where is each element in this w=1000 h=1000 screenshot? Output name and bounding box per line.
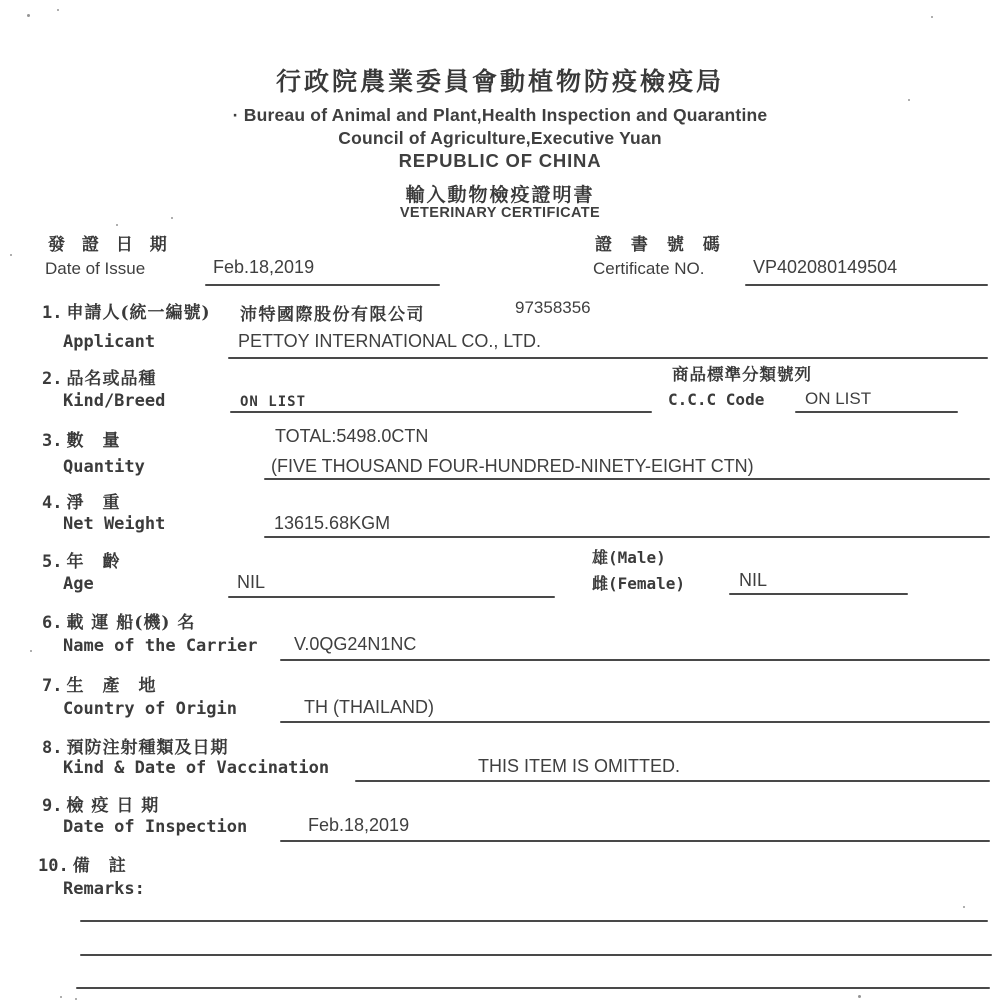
inspection-label-zh-row [42, 791, 159, 816]
scan-artifact [908, 99, 910, 101]
origin-label-zh: 生 產 地 [66, 676, 157, 696]
certificate-title-zh: 輸入動物檢疫證明書 [405, 184, 595, 206]
kind-breed-number: 2. [42, 369, 63, 389]
net-weight-label-en: Net Weight [63, 514, 166, 534]
age-value: NIL [237, 572, 266, 592]
remarks-label-zh: 備 註 [72, 856, 127, 876]
certificate-no-label-en: Certificate NO. [593, 259, 705, 278]
council-title-en: Council of Agriculture,Executive Yuan [338, 128, 662, 148]
quantity-total-value: TOTAL:5498.0CTN [275, 426, 429, 446]
female-label: 雌(Female) [592, 574, 686, 593]
certificate-no-label-zh: 證 書 號 碼 [595, 235, 721, 255]
net-weight-label-zh-row [42, 488, 120, 513]
ccc-code-underline [795, 411, 958, 413]
applicant-uniform-number: 97358356 [515, 298, 591, 317]
inspection-label-zh: 檢 疫 日 期 [66, 796, 160, 816]
date-of-issue-underline [205, 284, 440, 286]
net-weight-underline [264, 536, 990, 538]
quantity-number: 3. [42, 431, 63, 451]
kind-breed-value: ON LIST [240, 394, 307, 410]
kind-breed-label-zh: 品名或品種 [66, 369, 157, 389]
origin-label-en: Country of Origin [63, 699, 237, 719]
scan-artifact [27, 14, 30, 17]
applicant-label-en: Applicant [63, 332, 156, 352]
carrier-number: 6. [42, 613, 63, 633]
date-of-issue-label-zh: 發 證 日 期 [48, 235, 168, 255]
quantity-label-zh-row [42, 426, 120, 451]
net-weight-value: 13615.68KGM [274, 513, 391, 533]
kind-breed-label-en: Kind/Breed [63, 391, 166, 411]
female-underline [729, 593, 908, 595]
inspection-underline [280, 840, 990, 842]
bureau-title-en: · Bureau of Animal and Plant,Health Inspection and Quarantine [232, 105, 768, 125]
male-label: 雄(Male) [592, 548, 666, 567]
age-label-zh-row [42, 547, 120, 572]
origin-value: TH (THAILAND) [304, 697, 434, 717]
origin-underline [280, 721, 990, 723]
country-title: REPUBLIC OF CHINA [398, 150, 602, 171]
remarks-number: 10. [38, 856, 69, 876]
vaccination-underline [355, 780, 990, 782]
age-label-en: Age [63, 574, 94, 594]
scan-artifact [30, 650, 32, 652]
ccc-code-label-zh: 商品標準分類號列 [672, 365, 812, 384]
age-label-zh: 年 齡 [66, 552, 121, 572]
net-weight-label-zh: 淨 重 [66, 493, 121, 513]
kind-breed-underline [230, 411, 652, 413]
certificate-title-en: VETERINARY CERTIFICATE [399, 205, 601, 221]
applicant-label-zh-row [42, 298, 211, 323]
ccc-code-value: ON LIST [805, 389, 872, 408]
date-of-issue-value: Feb.18,2019 [213, 257, 315, 277]
carrier-label-zh-row [42, 608, 195, 633]
age-number: 5. [42, 552, 63, 572]
inspection-number: 9. [42, 796, 63, 816]
inspection-value: Feb.18,2019 [308, 815, 410, 835]
age-underline [228, 596, 555, 598]
scan-artifact [171, 217, 173, 219]
remarks-blank-line [80, 954, 992, 956]
remarks-blank-line [80, 920, 988, 922]
applicant-label-zh: 申請人(統一編號) [66, 303, 211, 323]
applicant-name-zh: 沛特國際股份有限公司 [240, 305, 425, 325]
carrier-value: V.0QG24N1NC [294, 634, 417, 654]
remarks-label-zh-row [38, 851, 127, 876]
scan-artifact [10, 254, 12, 256]
vaccination-label-zh: 預防注射種類及日期 [66, 738, 229, 758]
kind-breed-label-zh-row [42, 364, 156, 389]
carrier-label-zh: 載 運 船(機) 名 [66, 613, 196, 633]
quantity-label-en: Quantity [63, 457, 145, 477]
certificate-no-underline [745, 284, 988, 286]
date-of-issue-label-en: Date of Issue [45, 259, 146, 278]
carrier-label-en: Name of the Carrier [63, 636, 258, 656]
remarks-label-en: Remarks: [63, 879, 145, 899]
scan-artifact [60, 996, 62, 998]
vaccination-number: 8. [42, 738, 63, 758]
ccc-code-label-en: C.C.C Code [668, 390, 765, 409]
scan-artifact [57, 9, 59, 11]
net-weight-number: 4. [42, 493, 63, 513]
quantity-label-zh: 數 量 [66, 431, 121, 451]
vaccination-value: THIS ITEM IS OMITTED. [478, 756, 680, 776]
origin-label-zh-row [42, 671, 156, 696]
certificate-no-value: VP402080149504 [753, 257, 898, 277]
inspection-label-en: Date of Inspection [63, 817, 248, 837]
vaccination-label-en: Kind & Date of Vaccination [63, 758, 330, 778]
scan-artifact [931, 16, 933, 18]
scan-artifact [116, 224, 118, 226]
remarks-blank-line [76, 987, 990, 989]
quantity-words-value: (FIVE THOUSAND FOUR-HUNDRED-NINETY-EIGHT CTN) [271, 456, 754, 476]
female-value: NIL [739, 570, 768, 590]
scan-artifact [858, 995, 861, 998]
applicant-name-en: PETTOY INTERNATIONAL CO., LTD. [238, 331, 542, 351]
carrier-underline [280, 659, 990, 661]
vaccination-label-zh-row [42, 733, 228, 758]
agency-title-zh: 行政院農業委員會動植物防疫檢疫局 [275, 67, 724, 96]
applicant-underline [228, 357, 988, 359]
origin-number: 7. [42, 676, 63, 696]
scan-artifact [963, 906, 965, 908]
applicant-number: 1. [42, 303, 63, 323]
quantity-underline [264, 478, 990, 480]
